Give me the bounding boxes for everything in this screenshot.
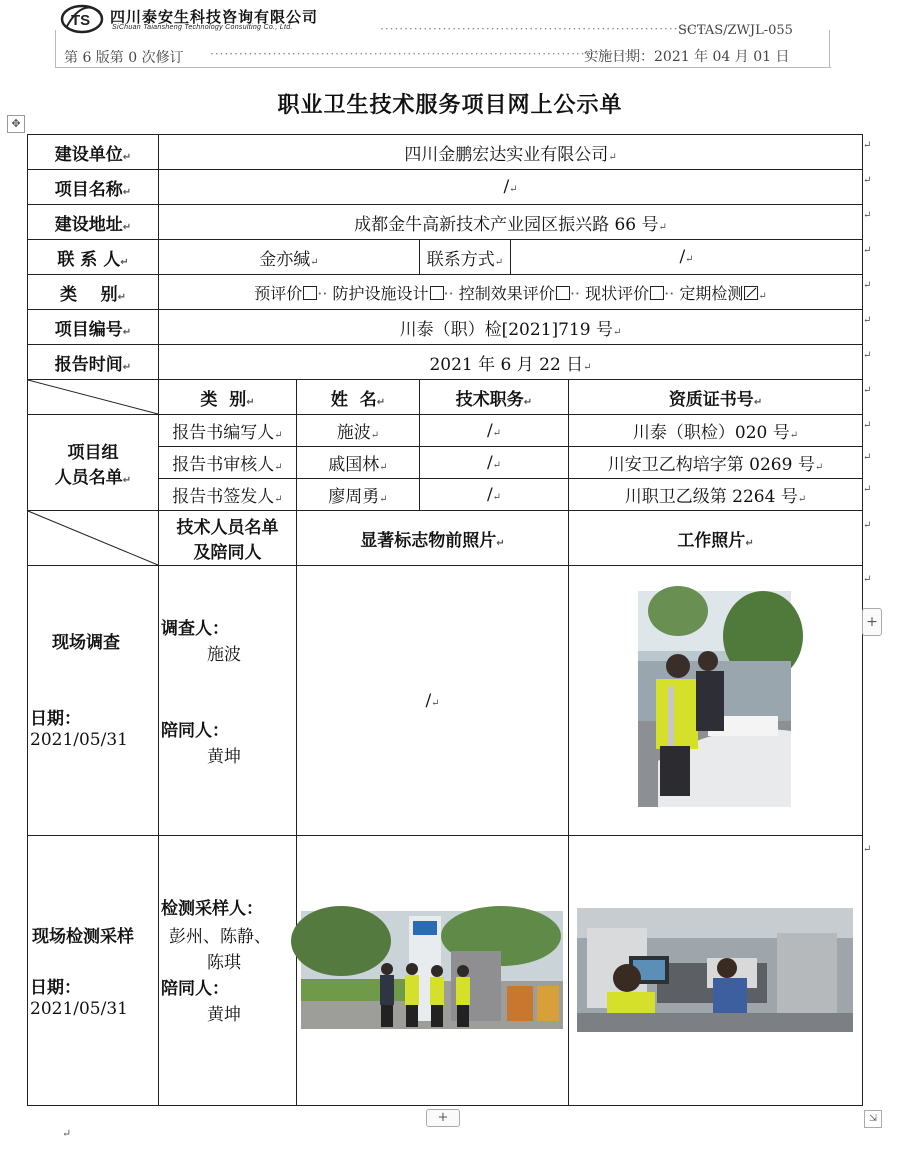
row-end-mark: ↵ <box>863 844 872 855</box>
sampling-staff-cell <box>159 836 297 1106</box>
investigator-value: 施波 <box>207 645 241 665</box>
row-end-mark: ↵ <box>863 280 872 291</box>
row-end-mark: ↵ <box>863 210 872 221</box>
row-category <box>28 275 863 310</box>
revision-info: 第 6 版第 0 次修订 <box>64 50 184 66</box>
row-end-mark: ↵ <box>863 175 872 186</box>
header-leader-dots: ···································································· <box>380 22 708 36</box>
insert-row-button[interactable]: + <box>426 1109 460 1127</box>
checkbox-status-eval[interactable] <box>650 286 664 300</box>
header-leader-dots: ························································································· <box>210 47 639 61</box>
photos-col-staff: 技术人员名单 及陪同人 <box>159 511 297 566</box>
row-end-mark: ↵ <box>863 140 872 151</box>
member-cert: 川泰（职检）020 号↵ <box>569 415 863 447</box>
margin-corner <box>829 30 830 67</box>
table-move-handle[interactable]: ✥ <box>7 115 25 133</box>
member-title: /↵ <box>420 479 569 511</box>
contact-label: 联 系 人↵ <box>28 240 159 275</box>
survey-staff-cell <box>159 566 297 836</box>
row-contact <box>28 240 863 275</box>
sampling-escort-label: 陪同人： <box>161 979 229 999</box>
member-role: 报告书审核人↵ <box>159 447 297 479</box>
member-title: /↵ <box>420 447 569 479</box>
photos-col-landmark: 显著标志物前照片↵ <box>297 511 569 566</box>
team-col-category: 类 别↵ <box>159 380 297 415</box>
member-name: 施波↵ <box>297 415 420 447</box>
diagonal-header-cell <box>28 511 159 566</box>
row-site-sampling <box>28 836 863 1106</box>
company-name-en: SiChuan Taiansheng Technology Consulting Co., Ltd. <box>112 24 293 31</box>
survey-work-photo <box>638 591 791 807</box>
site-survey-label: 现场调查 <box>52 633 120 653</box>
construction-unit-label: 建设单位↵ <box>28 135 159 170</box>
project-number-value: 川泰（职）检[2021]719 号↵ <box>159 310 863 345</box>
header-rule <box>55 67 831 68</box>
survey-work-photo-cell <box>569 566 863 836</box>
report-time-label: 报告时间↵ <box>28 345 159 380</box>
row-construction-unit <box>28 135 863 170</box>
row-end-mark: ↵ <box>863 350 872 361</box>
member-cert: 川安卫乙构培字第 0269 号↵ <box>569 447 863 479</box>
category-option-pre-eval[interactable]: 预评价 <box>254 284 317 303</box>
site-survey-label-cell <box>28 566 159 836</box>
category-option-protection-design[interactable]: 防护设施设计 <box>333 284 444 303</box>
survey-escort-value: 黄坤 <box>207 747 241 767</box>
phone-label: 联系方式↵ <box>420 240 511 275</box>
table-resize-handle[interactable]: ⇲ <box>864 1110 882 1128</box>
paragraph-mark: ↵ <box>62 1127 72 1140</box>
sampler-label: 检测采样人： <box>161 899 263 919</box>
company-name-cn: 四川泰安生科技咨询有限公司 <box>110 8 319 26</box>
phone-value: /↵ <box>511 240 863 275</box>
sampling-landmark-photo-cell <box>297 836 569 1106</box>
row-end-mark: ↵ <box>863 385 872 396</box>
row-team-header <box>28 380 863 415</box>
report-time-value: 2021 年 6 月 22 日↵ <box>159 345 863 380</box>
member-name: 廖周勇↵ <box>297 479 420 511</box>
category-option-periodic-test[interactable]: 定期检测 <box>679 284 758 303</box>
sampler-value: 陈琪 <box>207 953 241 973</box>
investigator-label: 调查人： <box>161 619 229 639</box>
company-logo <box>60 4 106 34</box>
sampling-date-label: 日期： <box>30 978 81 998</box>
row-project-number <box>28 310 863 345</box>
site-sampling-label-cell <box>28 836 159 1106</box>
project-number-label: 项目编号↵ <box>28 310 159 345</box>
row-report-time <box>28 345 863 380</box>
row-project-name <box>28 170 863 205</box>
checkbox-periodic-test[interactable] <box>744 286 758 300</box>
diagonal-header-cell <box>28 380 159 415</box>
project-name-label: 项目名称↵ <box>28 170 159 205</box>
member-role: 报告书编写人↵ <box>159 415 297 447</box>
row-end-mark: ↵ <box>863 315 872 326</box>
category-options: 预评价 ·· 防护设施设计 ·· 控制效果评价 ·· 现状评价 ·· 定期检测 ↵ <box>159 275 863 310</box>
category-label: 类 别↵ <box>28 275 159 310</box>
row-address <box>28 205 863 240</box>
project-name-value: /↵ <box>159 170 863 205</box>
team-group-label: 项目组 人员名单↵ <box>28 415 159 511</box>
sampling-escort-value: 黄坤 <box>207 1005 241 1025</box>
row-end-mark: ↵ <box>863 520 872 531</box>
row-end-mark: ↵ <box>863 420 872 431</box>
sampler-value: 彭州、陈静、 <box>169 927 271 947</box>
survey-date-value: 2021/05/31 <box>30 730 128 750</box>
contact-value: 金亦缄↵ <box>159 240 420 275</box>
member-name: 戚国林↵ <box>297 447 420 479</box>
row-site-survey <box>28 566 863 836</box>
sampling-date-value: 2021/05/31 <box>30 999 128 1019</box>
implementation-date: 实施日期：2021 年 04 月 01 日 <box>584 49 790 65</box>
svg-text:TS: TS <box>71 12 91 29</box>
construction-unit-value: 四川金鹏宏达实业有限公司↵ <box>159 135 863 170</box>
member-cert: 川职卫乙级第 2264 号↵ <box>569 479 863 511</box>
row-photos-header <box>28 511 863 566</box>
checkbox-control-effect[interactable] <box>556 286 570 300</box>
member-title: /↵ <box>420 415 569 447</box>
photos-col-work: 工作照片↵ <box>569 511 863 566</box>
team-col-cert: 资质证书号↵ <box>569 380 863 415</box>
sampling-work-photo <box>577 908 853 1032</box>
row-end-mark: ↵ <box>863 452 872 463</box>
sampling-work-photo-cell <box>569 836 863 1106</box>
checkbox-pre-eval[interactable] <box>303 286 317 300</box>
survey-landmark-photo-cell: /↵ <box>297 566 569 836</box>
margin-corner <box>55 30 56 67</box>
team-col-title: 技术职务↵ <box>420 380 569 415</box>
member-role: 报告书签发人↵ <box>159 479 297 511</box>
team-col-name: 姓 名↵ <box>297 380 420 415</box>
address-value: 成都金牛高新技术产业园区振兴路 66 号↵ <box>159 205 863 240</box>
survey-date-label: 日期： <box>30 709 81 729</box>
sampling-landmark-photo <box>301 911 563 1029</box>
row-end-mark: ↵ <box>863 574 872 585</box>
row-end-mark: ↵ <box>863 245 872 256</box>
site-sampling-label: 现场检测采样 <box>32 927 134 947</box>
row-end-mark: ↵ <box>863 484 872 495</box>
address-label: 建设地址↵ <box>28 205 159 240</box>
checkbox-protection-design[interactable] <box>430 286 444 300</box>
table-row <box>28 415 863 447</box>
page-title: 职业卫生技术服务项目网上公示单 <box>277 93 623 118</box>
publicity-form-table <box>27 134 863 1106</box>
insert-column-button[interactable]: + <box>862 608 882 636</box>
survey-escort-label: 陪同人： <box>161 721 229 741</box>
document-code: SCTAS/ZWJL-055 <box>678 23 793 38</box>
category-option-status-eval[interactable]: 现状评价 <box>585 284 664 303</box>
category-option-control-effect[interactable]: 控制效果评价 <box>459 284 570 303</box>
